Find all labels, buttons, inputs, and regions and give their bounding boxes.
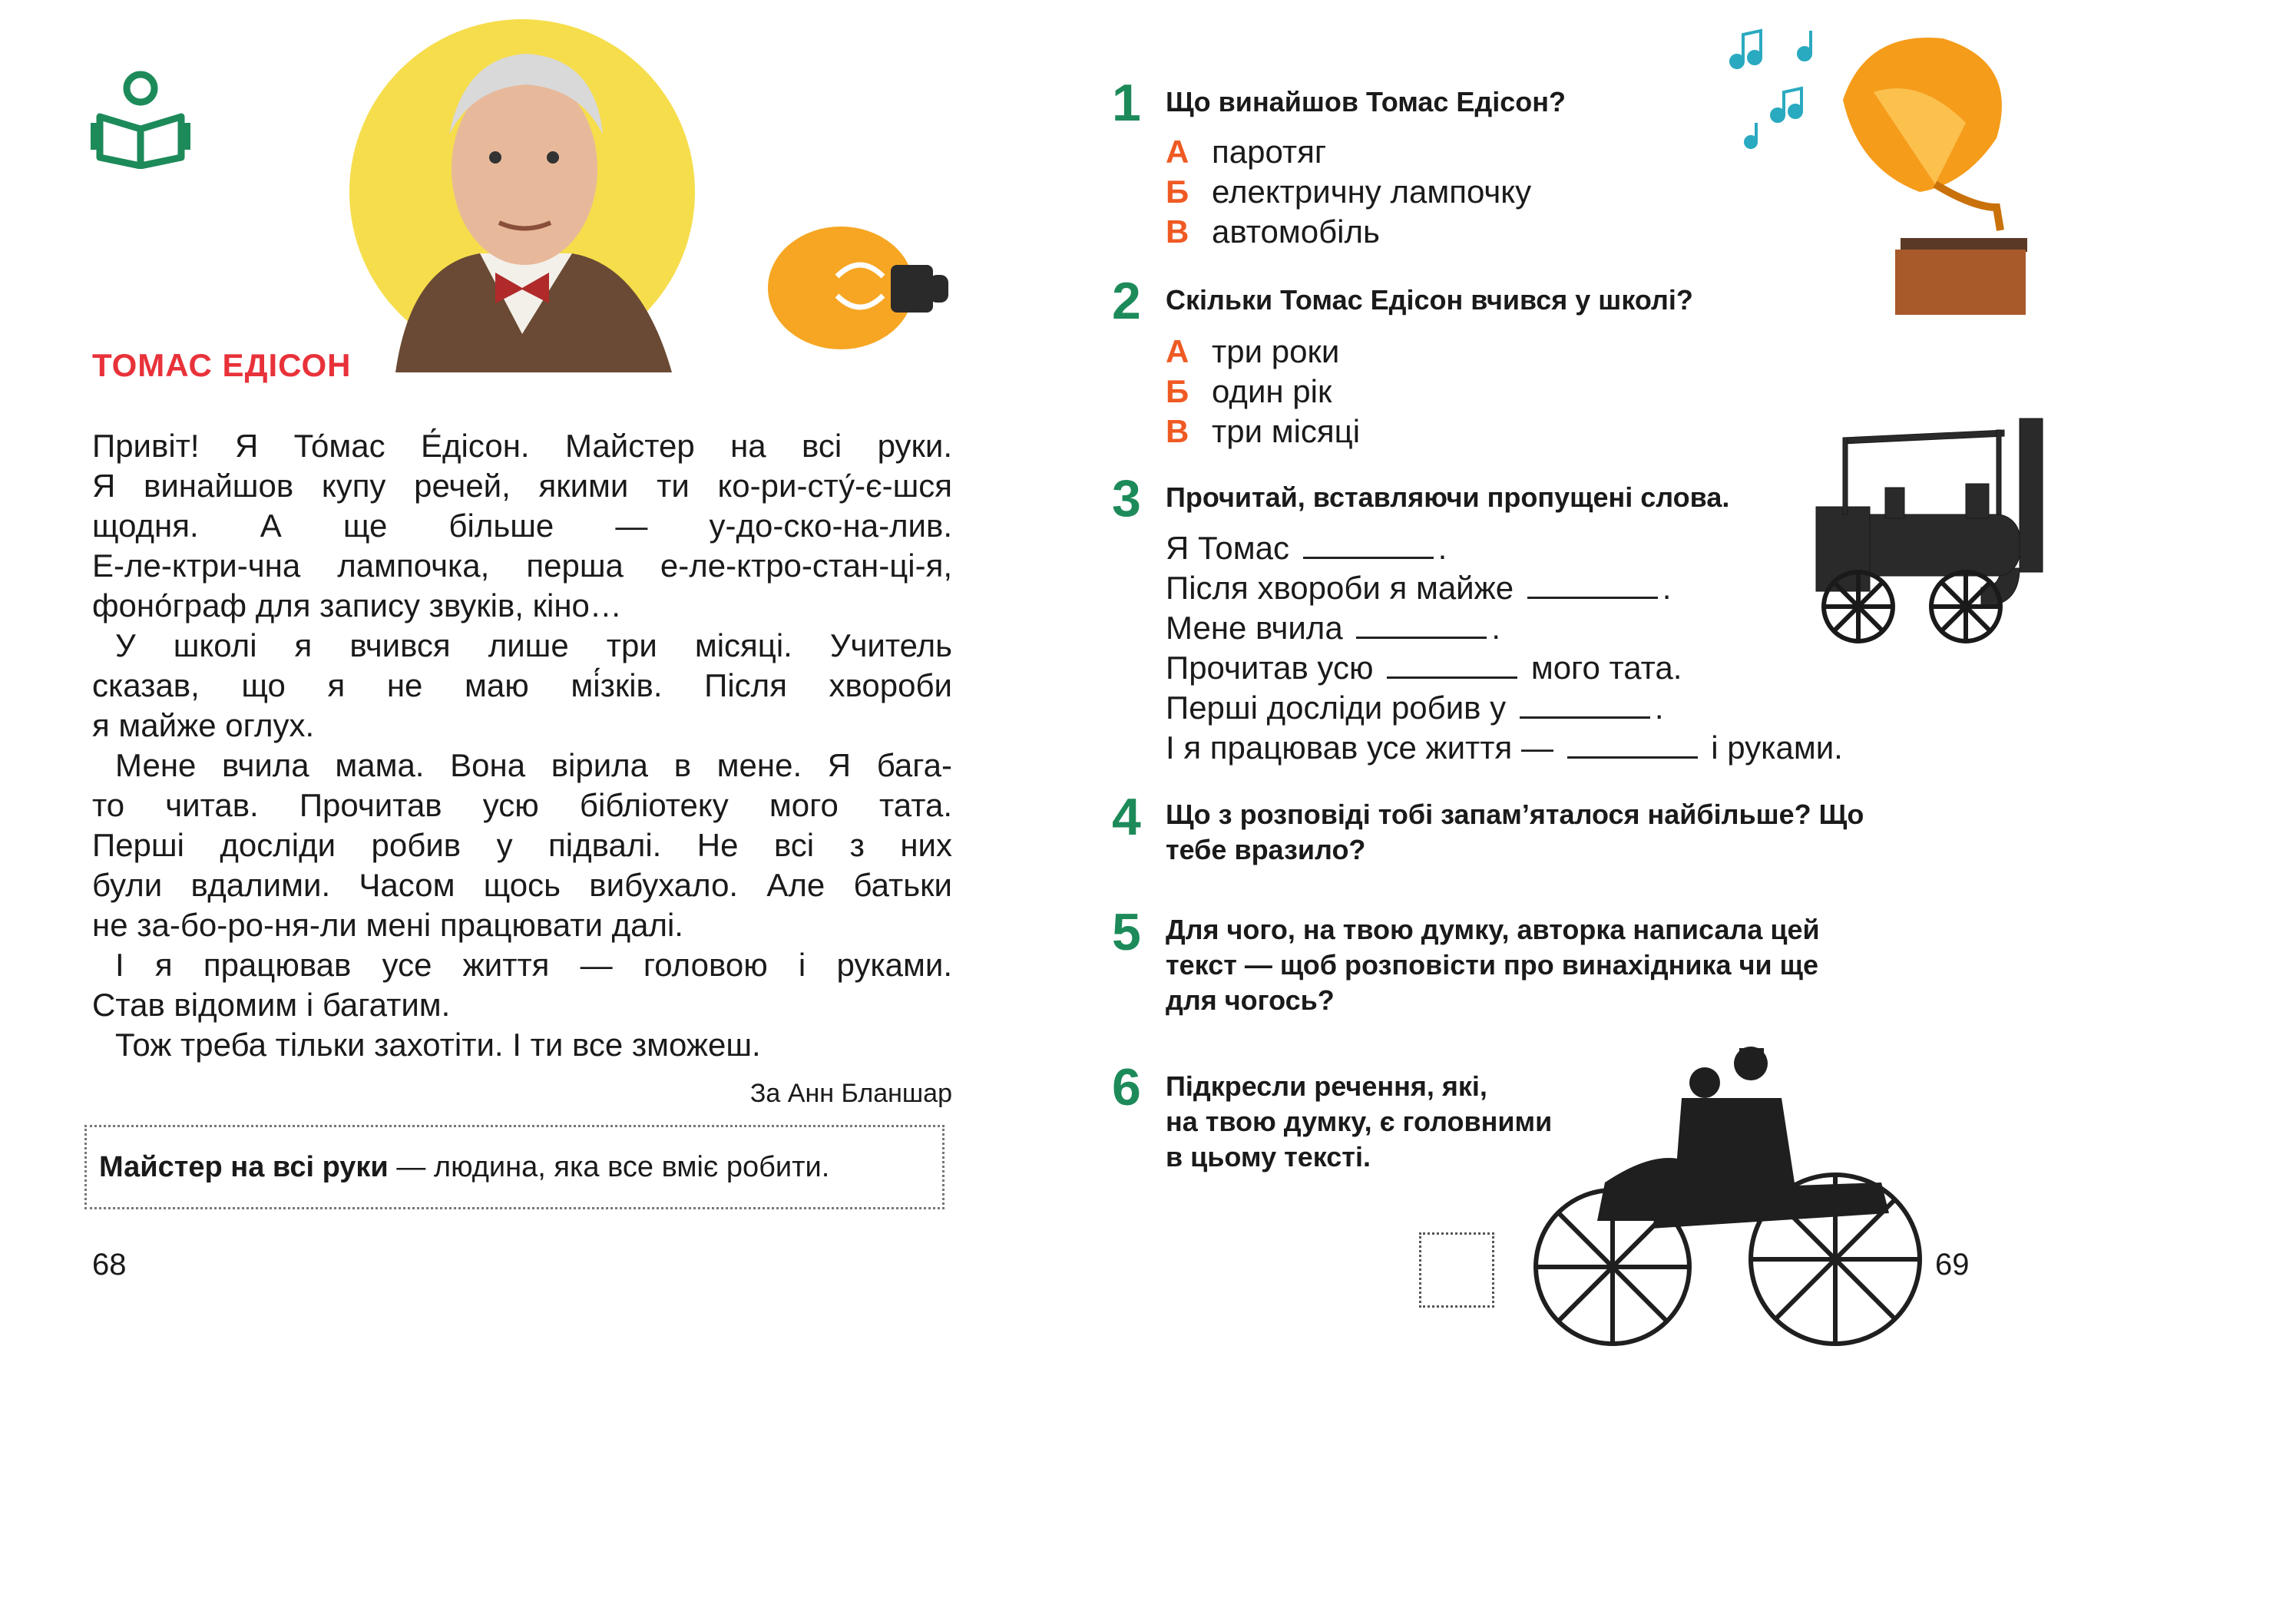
story-line: то читав. Прочитав усю бібліотеку мого тата. [92, 787, 952, 823]
question-number: 6 [1112, 1058, 1141, 1116]
answer-option[interactable]: А паротяг [1166, 132, 1326, 172]
question-number: 3 [1112, 469, 1141, 528]
locomotive-icon [1812, 415, 2050, 645]
question-text: Що винайшов Томас Едісон? [1166, 86, 1567, 117]
answer-option[interactable]: Б електричну лампочку [1166, 172, 1531, 212]
story-line: щодня. А ще більше — у-до-ско-на-лив. [92, 508, 952, 544]
option-letter: В [1166, 213, 1189, 250]
definition-box [84, 1125, 945, 1209]
story-line: сказав, що я не маю мі́зків. Після хвороби [92, 667, 952, 703]
fill-in-line: Перші досліди робив у . [1166, 690, 1664, 726]
fill-in-line: Мене вчила . [1166, 610, 1501, 646]
fill-in-line: І я працював усе життя — і руками. [1166, 729, 1843, 766]
story-line: І я працював усе життя — головою і руками. [115, 947, 952, 983]
page-number-right: 69 [1935, 1248, 1970, 1282]
blank-field[interactable] [1520, 693, 1650, 719]
gramophone-icon [1828, 31, 2027, 315]
blank-field[interactable] [1567, 733, 1698, 759]
question-text: Скільки Томас Едісон вчився у школі? [1166, 284, 1693, 316]
question-number: 1 [1112, 74, 1141, 132]
fill-in-line: Після хвороби я майже . [1166, 570, 1672, 606]
answer-option[interactable]: Б один рік [1166, 372, 1332, 412]
question-text: текст — щоб розповісти про винахідника чи ще [1166, 949, 1819, 981]
question-text: Що з розповіді тобі запам’яталося найбільше? Що [1166, 799, 1864, 830]
question-text: для чогось? [1166, 984, 1335, 1016]
question-number: 4 [1112, 788, 1141, 846]
story-line: не за-бо-ро-ня-ли мені працювати далі. [92, 907, 683, 943]
story-line: фоно́граф для запису звуків, кіно… [92, 587, 622, 623]
blank-field[interactable] [1303, 534, 1434, 559]
music-notes-icon [1728, 27, 1843, 150]
answer-option[interactable]: А три роки [1166, 332, 1339, 372]
fill-in-line: Я Томас . [1166, 530, 1447, 566]
option-letter: Б [1166, 174, 1189, 210]
answer-option[interactable]: В три місяці [1166, 412, 1360, 451]
question-text: тебе вразило? [1166, 834, 1366, 865]
reading-child-icon [91, 69, 190, 169]
story-line: я майже оглух. [92, 707, 315, 743]
story-title: ТОМАС ЕДІСОН [92, 347, 352, 383]
light-bulb-icon [768, 223, 956, 353]
question-number: 2 [1112, 272, 1141, 330]
question-text: Прочитай, вставляючи пропущені слова. [1166, 481, 1730, 513]
definition-term: Майстер на всі руки [99, 1151, 389, 1183]
fill-in-line: Прочитав усю мого тата. [1166, 650, 1682, 686]
story-line: Е-ле-ктри-чна лампочка, перша е-ле-ктро-стан-ці-я, [92, 547, 952, 584]
blank-field[interactable] [1387, 653, 1517, 679]
definition-text: — людина, яка все вміє робити. [388, 1151, 830, 1183]
story-line: були вдалими. Часом щось вибухало. Але батьки [92, 867, 952, 903]
answer-option[interactable]: В автомобіль [1166, 212, 1380, 252]
story-line: Я винайшов купу речей, якими ти ко-ри-сту́-є-шся [92, 468, 952, 504]
question-text: на твою думку, є головними [1166, 1106, 1553, 1137]
option-letter: В [1166, 413, 1189, 449]
story-line: Перші досліди робив у підвалі. Не всі з них [92, 827, 952, 863]
question-text: Для чого, на твою думку, авторка написала цей [1166, 914, 1820, 945]
page-number-left: 68 [92, 1248, 127, 1282]
story-line: Тож треба тільки захотіти. І ти все зможеш. [115, 1027, 761, 1063]
story-author: За Анн Бланшар [749, 1079, 952, 1108]
option-letter: А [1166, 333, 1189, 369]
story-line: Привіт! Я То́мас Е́дісон. Майстер на всі руки. [92, 428, 952, 464]
story-line: Мене вчила мама. Вона вірила в мене. Я бага- [115, 747, 952, 783]
blank-field[interactable] [1356, 614, 1487, 639]
question-text: Підкресли речення, які, [1166, 1070, 1487, 1102]
story-line: Став відомим і багатим. [92, 987, 451, 1023]
edison-portrait [349, 12, 703, 395]
option-letter: А [1166, 134, 1189, 170]
answer-checkbox[interactable] [1419, 1232, 1494, 1308]
automobile-icon [1528, 1029, 1927, 1351]
question-text: в цьому тексті. [1166, 1141, 1371, 1173]
question-number: 5 [1112, 903, 1141, 961]
blank-field[interactable] [1527, 574, 1658, 599]
story-line: У школі я вчився лише три місяці. Учитель [115, 627, 952, 663]
option-letter: Б [1166, 373, 1189, 409]
